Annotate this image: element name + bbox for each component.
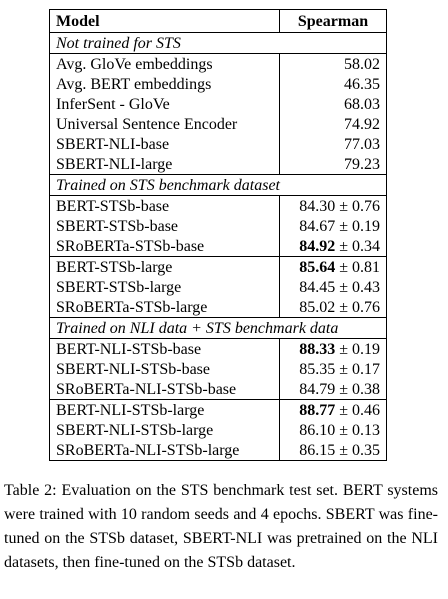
results-table xyxy=(49,9,387,461)
section-title-not-trained: Not trained for STS xyxy=(50,33,387,54)
model-name: InferSent - GloVe xyxy=(50,94,280,114)
model-name: Avg. BERT embeddings xyxy=(50,74,280,94)
score-cell xyxy=(280,297,387,318)
score-std: ± 0.17 xyxy=(335,360,380,378)
table-row xyxy=(50,257,387,278)
score-std: ± 0.76 xyxy=(335,298,380,316)
section-row xyxy=(50,175,387,196)
score-cell: 74.92 xyxy=(280,114,387,134)
score-cell xyxy=(280,420,387,440)
model-name: BERT-STSb-large xyxy=(50,257,280,278)
table-row xyxy=(50,154,387,175)
score-value: 86.10 xyxy=(299,421,336,439)
model-name: SBERT-NLI-STSb-large xyxy=(50,420,280,440)
score-std: ± 0.19 xyxy=(335,340,380,358)
score-value: 86.15 xyxy=(299,441,336,459)
model-name: SRoBERTa-NLI-STSb-base xyxy=(50,379,280,400)
table-row xyxy=(50,359,387,379)
score-cell: 77.03 xyxy=(280,134,387,154)
table-row xyxy=(50,196,387,217)
model-name: SRoBERTa-STSb-large xyxy=(50,297,280,318)
table-row xyxy=(50,420,387,440)
score-cell: 68.03 xyxy=(280,94,387,114)
column-header-spearman: Spearman xyxy=(280,10,387,33)
score-cell xyxy=(280,379,387,400)
model-name: SBERT-NLI-large xyxy=(50,154,280,175)
table-caption: Table 2: Evaluation on the STS benchmark test set. BERT systems were trained with 10 random seeds and 4 epochs. SBERT was fine-tuned on the STSb dataset, SBERT-NLI was pretrained on the NLI datasets, then fine-tuned on the STSb dataset. xyxy=(4,482,438,571)
model-name: SBERT-STSb-large xyxy=(50,277,280,297)
score-cell xyxy=(280,216,387,236)
table-row xyxy=(50,297,387,318)
model-name: SBERT-STSb-base xyxy=(50,216,280,236)
table-row xyxy=(50,74,387,94)
model-name: BERT-NLI-STSb-large xyxy=(50,400,280,421)
score-value-best: 88.77 xyxy=(299,401,336,419)
score-std: ± 0.81 xyxy=(335,258,380,276)
score-cell: 79.23 xyxy=(280,154,387,175)
model-name: BERT-STSb-base xyxy=(50,196,280,217)
score-value: 84.30 xyxy=(299,197,336,215)
model-name: SBERT-NLI-STSb-base xyxy=(50,359,280,379)
score-cell xyxy=(280,400,387,421)
model-name: Avg. GloVe embeddings xyxy=(50,54,280,75)
score-cell: 58.02 xyxy=(280,54,387,75)
score-std: ± 0.34 xyxy=(335,237,380,255)
model-name: SRoBERTa-STSb-base xyxy=(50,236,280,257)
model-name: SRoBERTa-NLI-STSb-large xyxy=(50,440,280,461)
score-value: 84.79 xyxy=(299,380,336,398)
model-name: Universal Sentence Encoder xyxy=(50,114,280,134)
table-row xyxy=(50,339,387,360)
score-value: 84.45 xyxy=(299,278,336,296)
score-value: 85.35 xyxy=(299,360,336,378)
score-std: ± 0.46 xyxy=(335,401,380,419)
score-value-best: 84.92 xyxy=(299,237,336,255)
score-cell xyxy=(280,196,387,217)
score-std: ± 0.19 xyxy=(335,217,380,235)
score-cell: 46.35 xyxy=(280,74,387,94)
score-cell xyxy=(280,359,387,379)
score-std: ± 0.13 xyxy=(335,421,380,439)
score-cell xyxy=(280,236,387,257)
score-std: ± 0.38 xyxy=(335,380,380,398)
section-row xyxy=(50,318,387,339)
section-title-sts: Trained on STS benchmark dataset xyxy=(50,175,387,196)
score-std: ± 0.43 xyxy=(335,278,380,296)
score-cell xyxy=(280,339,387,360)
score-value-best: 88.33 xyxy=(299,340,336,358)
score-value: 84.67 xyxy=(299,217,336,235)
model-name: BERT-NLI-STSb-base xyxy=(50,339,280,360)
score-cell xyxy=(280,440,387,461)
table-row xyxy=(50,114,387,134)
score-std: ± 0.35 xyxy=(335,441,380,459)
table-header-row xyxy=(50,10,387,33)
table-row xyxy=(50,94,387,114)
score-std: ± 0.76 xyxy=(335,197,380,215)
table-row xyxy=(50,54,387,75)
score-cell xyxy=(280,257,387,278)
table-row xyxy=(50,216,387,236)
table-row xyxy=(50,277,387,297)
score-cell xyxy=(280,277,387,297)
table-row xyxy=(50,379,387,400)
score-value: 85.02 xyxy=(299,298,336,316)
table-row xyxy=(50,400,387,421)
section-title-nli-sts: Trained on NLI data + STS benchmark data xyxy=(50,318,387,339)
column-header-model: Model xyxy=(50,10,280,33)
table-row xyxy=(50,236,387,257)
table-row xyxy=(50,134,387,154)
score-value-best: 85.64 xyxy=(299,258,336,276)
table-row xyxy=(50,440,387,461)
section-row xyxy=(50,33,387,54)
model-name: SBERT-NLI-base xyxy=(50,134,280,154)
